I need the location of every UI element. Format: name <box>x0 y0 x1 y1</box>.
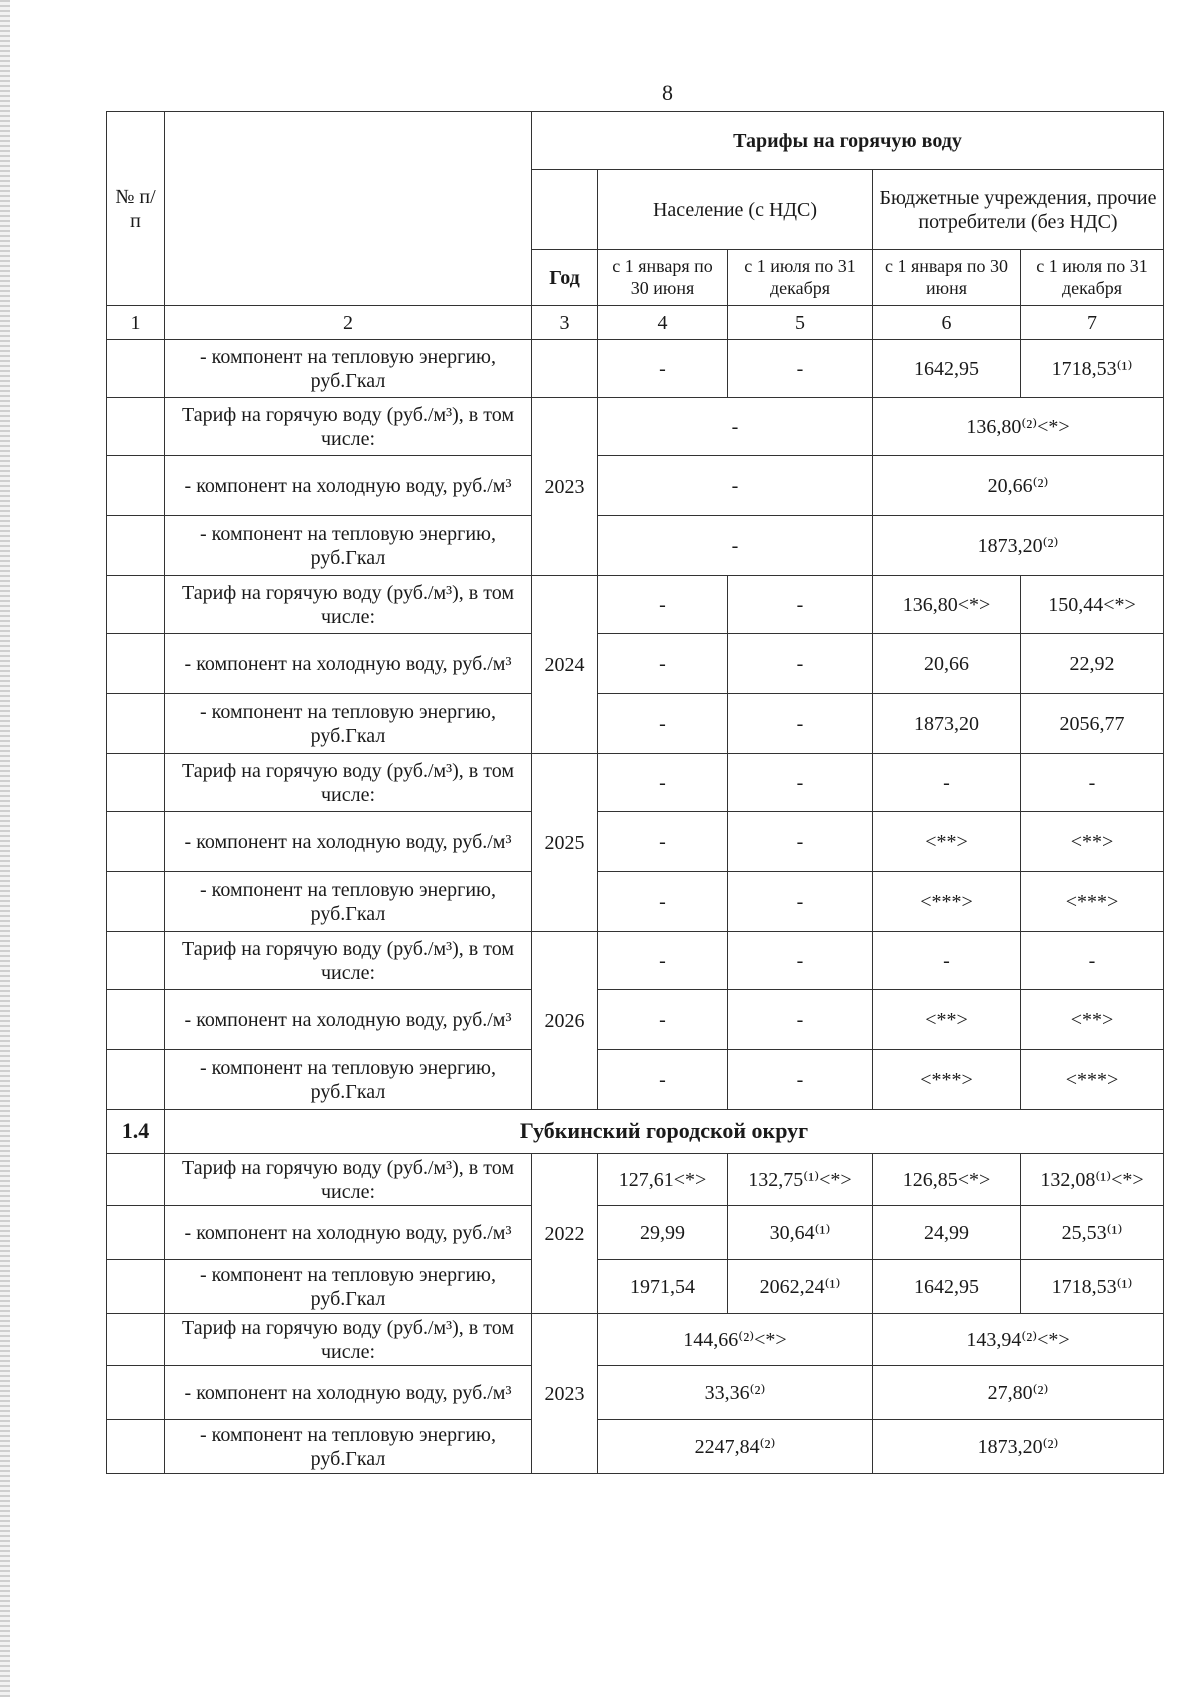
row-label: - компонент на тепловую энергию, руб.Гкал <box>165 1260 532 1314</box>
table-row <box>107 340 1164 398</box>
value-cell: - <box>598 398 873 456</box>
column-number: 6 <box>873 306 1021 340</box>
row-num <box>107 812 165 872</box>
value-cell: 1873,20⁽²⁾ <box>873 1420 1164 1474</box>
value-cell: 20,66 <box>873 634 1021 694</box>
row-label: - компонент на холодную воду, руб./м³ <box>165 1366 532 1420</box>
table-row <box>107 456 1164 516</box>
column-number: 2 <box>165 306 532 340</box>
row-num <box>107 576 165 634</box>
value-cell: 1718,53⁽¹⁾ <box>1021 1260 1164 1314</box>
value-cell: <***> <box>1021 872 1164 932</box>
row-label: - компонент на тепловую энергию, руб.Гкал <box>165 872 532 932</box>
header-period: с 1 января по 30 июня <box>598 250 728 306</box>
header-year: Год <box>532 250 598 306</box>
value-cell: - <box>728 932 873 990</box>
column-number: 4 <box>598 306 728 340</box>
value-cell: - <box>873 754 1021 812</box>
value-cell: - <box>728 1050 873 1110</box>
row-num <box>107 634 165 694</box>
value-cell: - <box>598 340 728 398</box>
row-num <box>107 694 165 754</box>
row-label: - компонент на тепловую энергию, руб.Гкал <box>165 1420 532 1474</box>
value-cell: - <box>1021 754 1164 812</box>
value-cell: 132,75⁽¹⁾<*> <box>728 1154 873 1206</box>
table-row <box>107 1110 1164 1154</box>
table-row <box>107 112 1164 170</box>
row-label: - компонент на холодную воду, руб./м³ <box>165 1206 532 1260</box>
table-row <box>107 812 1164 872</box>
value-cell: 2062,24⁽¹⁾ <box>728 1260 873 1314</box>
value-cell: 1642,95 <box>873 1260 1021 1314</box>
section-number: 1.4 <box>107 1110 165 1154</box>
row-num <box>107 754 165 812</box>
header-period: с 1 января по 30 июня <box>873 250 1021 306</box>
year-cell: 2022 <box>532 1154 598 1314</box>
row-label: Тариф на горячую воду (руб./м³), в том числе: <box>165 932 532 990</box>
header-period: с 1 июля по 31 декабря <box>1021 250 1164 306</box>
row-num <box>107 932 165 990</box>
row-num <box>107 1260 165 1314</box>
value-cell: - <box>598 456 873 516</box>
value-cell: - <box>873 932 1021 990</box>
row-label: Тариф на горячую воду (руб./м³), в том числе: <box>165 398 532 456</box>
table-row <box>107 694 1164 754</box>
header-population: Население (с НДС) <box>598 170 873 250</box>
value-cell: - <box>728 634 873 694</box>
row-num <box>107 1154 165 1206</box>
value-cell: - <box>598 576 728 634</box>
value-cell: 150,44<*> <box>1021 576 1164 634</box>
table-row <box>107 1050 1164 1110</box>
value-cell: 1971,54 <box>598 1260 728 1314</box>
row-label: - компонент на холодную воду, руб./м³ <box>165 456 532 516</box>
value-cell: 136,80⁽²⁾<*> <box>873 398 1164 456</box>
year-cell: 2024 <box>532 576 598 754</box>
row-label: - компонент на холодную воду, руб./м³ <box>165 634 532 694</box>
header-num: № п/п <box>107 112 165 306</box>
value-cell: - <box>728 754 873 812</box>
header-budget: Бюджетные учреждения, прочие потребители (без НДС) <box>873 170 1164 250</box>
row-label: - компонент на тепловую энергию, руб.Гкал <box>165 694 532 754</box>
table-row <box>107 1366 1164 1420</box>
value-cell: 126,85<*> <box>873 1154 1021 1206</box>
value-cell: 2056,77 <box>1021 694 1164 754</box>
table-row <box>107 1314 1164 1366</box>
value-cell: 127,61<*> <box>598 1154 728 1206</box>
value-cell: - <box>598 990 728 1050</box>
value-cell: - <box>728 872 873 932</box>
year-cell <box>532 340 598 398</box>
row-num <box>107 1420 165 1474</box>
column-number: 1 <box>107 306 165 340</box>
value-cell: - <box>598 812 728 872</box>
value-cell: - <box>598 872 728 932</box>
table-row <box>107 634 1164 694</box>
year-cell: 2026 <box>532 932 598 1110</box>
value-cell: - <box>598 694 728 754</box>
value-cell: <**> <box>873 990 1021 1050</box>
value-cell: 20,66⁽²⁾ <box>873 456 1164 516</box>
column-number: 3 <box>532 306 598 340</box>
row-label: - компонент на тепловую энергию, руб.Гкал <box>165 516 532 576</box>
year-cell: 2025 <box>532 754 598 932</box>
header-blank <box>532 170 598 250</box>
value-cell: 136,80<*> <box>873 576 1021 634</box>
row-num <box>107 872 165 932</box>
table-row <box>107 990 1164 1050</box>
scan-margin <box>0 0 10 1697</box>
value-cell: - <box>1021 932 1164 990</box>
row-label: - компонент на тепловую энергию, руб.Гкал <box>165 1050 532 1110</box>
table-row <box>107 1260 1164 1314</box>
value-cell: - <box>728 340 873 398</box>
value-cell: - <box>598 932 728 990</box>
value-cell: 143,94⁽²⁾<*> <box>873 1314 1164 1366</box>
row-num <box>107 456 165 516</box>
value-cell: 33,36⁽²⁾ <box>598 1366 873 1420</box>
value-cell: 144,66⁽²⁾<*> <box>598 1314 873 1366</box>
value-cell: <***> <box>873 1050 1021 1110</box>
column-number: 7 <box>1021 306 1164 340</box>
table-row <box>107 872 1164 932</box>
header-period: с 1 июля по 31 декабря <box>728 250 873 306</box>
row-label: Тариф на горячую воду (руб./м³), в том числе: <box>165 1314 532 1366</box>
row-num <box>107 340 165 398</box>
row-label: Тариф на горячую воду (руб./м³), в том числе: <box>165 576 532 634</box>
table-row <box>107 516 1164 576</box>
value-cell: - <box>598 754 728 812</box>
row-label: Тариф на горячую воду (руб./м³), в том числе: <box>165 1154 532 1206</box>
value-cell: <***> <box>1021 1050 1164 1110</box>
row-num <box>107 1366 165 1420</box>
row-num <box>107 1050 165 1110</box>
value-cell: <**> <box>1021 812 1164 872</box>
row-num <box>107 398 165 456</box>
value-cell: - <box>598 1050 728 1110</box>
header-group-title: Тарифы на горячую воду <box>532 112 1164 170</box>
year-cell: 2023 <box>532 398 598 576</box>
column-number: 5 <box>728 306 873 340</box>
row-num <box>107 516 165 576</box>
value-cell: 29,99 <box>598 1206 728 1260</box>
table-row <box>107 1420 1164 1474</box>
table-row <box>107 754 1164 812</box>
row-num <box>107 990 165 1050</box>
tariff-table <box>106 111 1164 1474</box>
value-cell: <**> <box>1021 990 1164 1050</box>
table-row <box>107 932 1164 990</box>
value-cell: 30,64⁽¹⁾ <box>728 1206 873 1260</box>
year-cell: 2023 <box>532 1314 598 1474</box>
value-cell: - <box>728 694 873 754</box>
table-row <box>107 306 1164 340</box>
value-cell: 27,80⁽²⁾ <box>873 1366 1164 1420</box>
header-blank <box>165 112 532 306</box>
value-cell: - <box>728 576 873 634</box>
value-cell: 132,08⁽¹⁾<*> <box>1021 1154 1164 1206</box>
value-cell: - <box>728 812 873 872</box>
value-cell: - <box>728 990 873 1050</box>
value-cell: - <box>598 634 728 694</box>
row-label: - компонент на холодную воду, руб./м³ <box>165 990 532 1050</box>
page-number: 8 <box>662 80 673 105</box>
row-num <box>107 1206 165 1260</box>
row-label: Тариф на горячую воду (руб./м³), в том числе: <box>165 754 532 812</box>
row-label: - компонент на холодную воду, руб./м³ <box>165 812 532 872</box>
value-cell: 1873,20⁽²⁾ <box>873 516 1164 576</box>
row-label: - компонент на тепловую энергию, руб.Гкал <box>165 340 532 398</box>
section-title: Губкинский городской округ <box>165 1110 1164 1154</box>
value-cell: 2247,84⁽²⁾ <box>598 1420 873 1474</box>
value-cell: <***> <box>873 872 1021 932</box>
value-cell: 1642,95 <box>873 340 1021 398</box>
value-cell: <**> <box>873 812 1021 872</box>
table-row <box>107 398 1164 456</box>
table-row <box>107 1206 1164 1260</box>
value-cell: - <box>598 516 873 576</box>
value-cell: 1873,20 <box>873 694 1021 754</box>
value-cell: 25,53⁽¹⁾ <box>1021 1206 1164 1260</box>
table-row <box>107 1154 1164 1206</box>
row-num <box>107 1314 165 1366</box>
value-cell: 22,92 <box>1021 634 1164 694</box>
value-cell: 24,99 <box>873 1206 1021 1260</box>
value-cell: 1718,53⁽¹⁾ <box>1021 340 1164 398</box>
table-row <box>107 576 1164 634</box>
